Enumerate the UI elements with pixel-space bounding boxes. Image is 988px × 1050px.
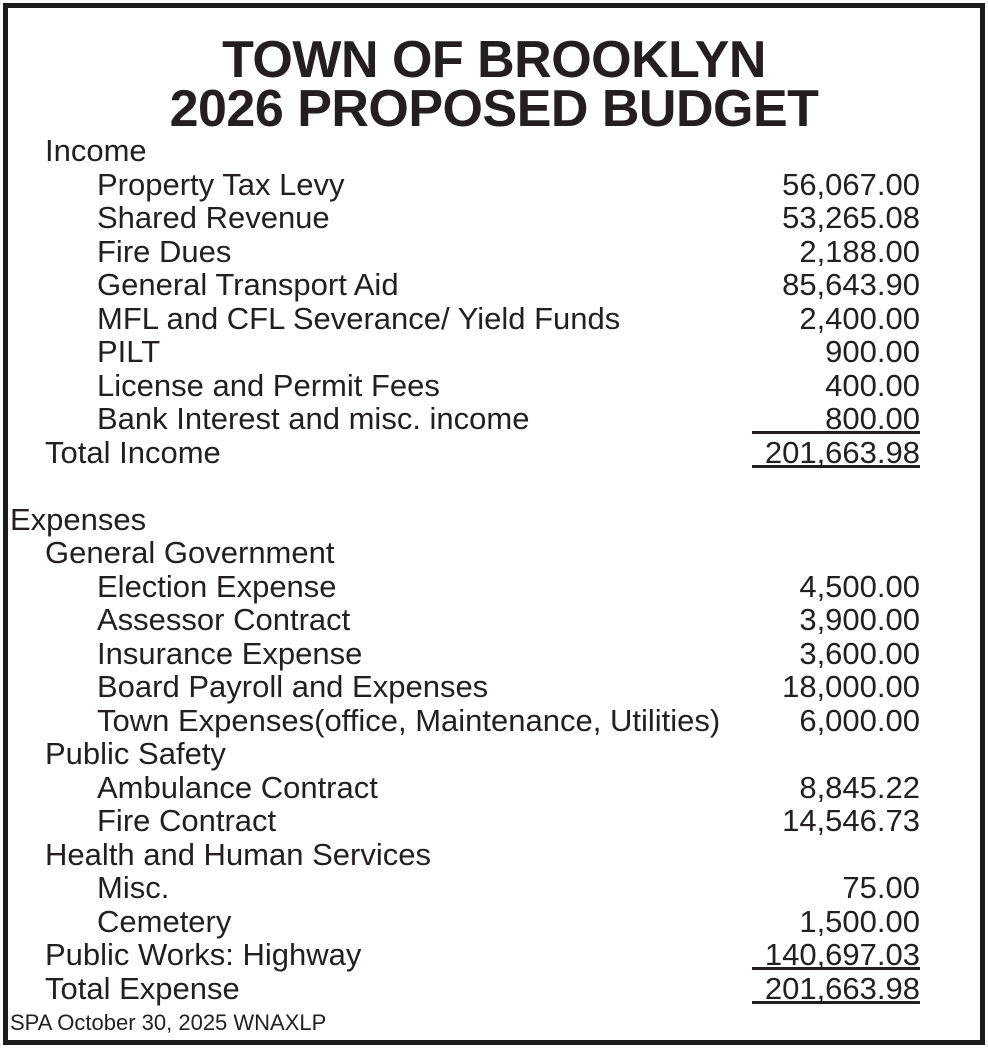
income-section-heading: Income [45,133,147,168]
expense-total-amount: 201,663.98 [752,972,920,1004]
expense-item-amount: 75.00 [842,870,920,905]
income-item-row [8,302,980,336]
income-item-label: MFL and CFL Severance/ Yield Funds [97,300,621,336]
income-item-amount: 85,643.90 [782,267,920,302]
public-works-label: Public Works: Highway [45,937,362,972]
income-item-label: Fire Dues [97,233,232,269]
income-item-row [8,335,980,369]
expense-item-row [8,804,980,838]
income-item-amount: 400.00 [825,367,920,403]
income-item-amount: 56,067.00 [782,166,920,202]
expense-group-heading: General Government [45,535,335,570]
expense-item-row [8,570,980,604]
public-works-row [8,938,980,972]
expense-item-amount: 18,000.00 [782,669,920,704]
expense-item-row [8,603,980,637]
expense-item-row [8,704,980,738]
expense-group-heading: Public Safety [45,736,226,771]
expense-group-heading: Health and Human Services [45,836,431,872]
expense-item-label: Board Payroll and Expenses [97,669,489,704]
title-line-2: 2026 PROPOSED BUDGET [169,80,819,138]
expense-total-row [8,972,980,1006]
expense-item-amount: 8,845.22 [799,769,920,805]
income-item-row [8,168,980,202]
expense-item-label: Misc. [97,870,170,905]
expense-item-label: Assessor Contract [97,602,351,637]
expense-item-row [8,637,980,671]
income-item-label: Bank Interest and misc. income [97,401,530,436]
income-total-label: Total Income [45,434,221,470]
income-item-amount: 53,265.08 [782,200,920,235]
income-item-label: License and Permit Fees [97,367,440,403]
expense-item-label: Town Expenses(office, Maintenance, Utilities) [97,702,721,738]
income-item-label: PILT [97,334,161,369]
income-item-amount: 2,400.00 [799,300,920,336]
expense-total-label: Total Expense [45,970,240,1006]
expense-item-label: Ambulance Contract [97,769,378,805]
income-item-row [8,402,980,436]
expense-item-amount: 6,000.00 [799,702,920,738]
budget-notice-page [3,3,985,1045]
income-item-row [8,268,980,302]
expense-item-label: Fire Contract [97,803,277,838]
expense-group-heading-row [8,536,980,570]
expense-item-row [8,905,980,939]
expense-item-row [8,670,980,704]
income-total-row [8,436,980,470]
expense-item-amount: 14,546.73 [782,803,920,838]
income-item-label: Shared Revenue [97,200,330,235]
expense-item-amount: 3,600.00 [799,635,920,671]
income-item-row [8,369,980,403]
publication-footer: SPA October 30, 2025 WNAXLP [10,1010,327,1035]
public-works-amount: 140,697.03 [752,938,920,970]
page-title [8,31,980,138]
expense-item-row [8,871,980,905]
expense-item-row [8,771,980,805]
expense-item-label: Insurance Expense [97,635,363,671]
blank-line [8,469,980,503]
income-item-row [8,235,980,269]
expense-group-heading-row [8,838,980,872]
income-item-amount-underlined: 800.00 [752,402,920,434]
income-item-amount: 900.00 [825,334,920,369]
budget-table [8,134,980,1005]
expense-item-amount: 3,900.00 [799,602,920,637]
income-item-amount: 2,188.00 [799,233,920,269]
income-item-label: Property Tax Levy [97,166,345,202]
income-item-row [8,201,980,235]
expenses-section-heading: Expenses [10,501,147,537]
income-item-label: General Transport Aid [97,267,399,302]
title-line-1: TOWN OF BROOKLYN [222,31,766,89]
expense-item-amount: 1,500.00 [799,903,920,939]
expense-item-label: Cemetery [97,903,232,939]
expense-item-amount: 4,500.00 [799,568,920,604]
expense-item-label: Election Expense [97,568,337,604]
income-total-amount: 201,663.98 [752,436,920,468]
expenses-section-heading-row [8,503,980,537]
income-section-heading-row [8,134,980,168]
expense-group-heading-row [8,737,980,771]
